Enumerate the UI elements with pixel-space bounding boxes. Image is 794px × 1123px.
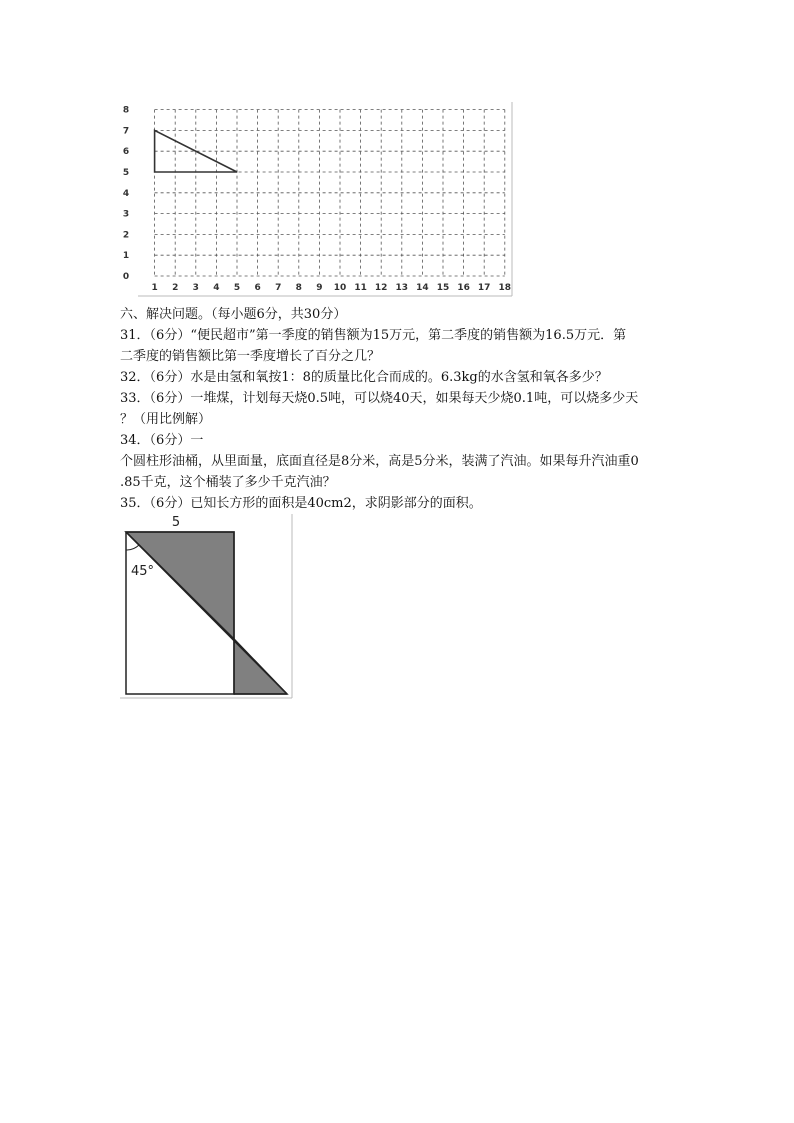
question-33-line-1: 33．（6分）一堆煤，计划每天烧0.5吨，可以烧40天，如果每天少烧0.1吨，可以烧多少天 <box>120 391 639 406</box>
y-tick-label: 0 <box>122 272 130 282</box>
question-35 <box>120 493 680 514</box>
section-title-text: 六、解决问题。（每小题6分，共30分） <box>120 307 347 322</box>
question-31 <box>120 325 680 367</box>
question-31-line-1: 31．（6分）“便民超市”第一季度的销售额为15万元，第二季度的销售额为16.5万元．第 <box>120 328 627 343</box>
question-35-line-1: 35．（6分）已知长方形的面积是40cm2，求阴影部分的面积。 <box>120 496 482 511</box>
coordinate-grid-figure <box>118 100 514 300</box>
question-34-line-3: .85千克，这个桶装了多少千克汽油？ <box>120 475 336 490</box>
top-length-label: 5 <box>171 515 181 530</box>
y-tick-label: 2 <box>122 230 130 241</box>
x-tick-label: 10 <box>333 283 347 293</box>
question-33 <box>120 388 680 430</box>
grid-ticks <box>123 106 511 293</box>
x-tick-label: 7 <box>275 283 282 293</box>
x-tick-label: 15 <box>436 283 450 293</box>
question-34-line-1: 34．（6分）一 <box>120 433 204 448</box>
x-tick-label: 1 <box>151 283 158 293</box>
angle-arc <box>126 545 139 550</box>
shaded-area-svg <box>118 512 294 700</box>
x-tick-label: 11 <box>354 283 367 293</box>
y-tick-label: 4 <box>122 188 130 199</box>
y-tick-label: 6 <box>122 147 130 158</box>
question-34-line-2: 个圆柱形油桶，从里面量，底面直径是8分米，高是5分米，装满了汽油。如果每升汽油重0 <box>120 454 639 469</box>
x-tick-label: 16 <box>457 283 470 293</box>
y-tick-label: 1 <box>122 251 130 262</box>
y-tick-label: 3 <box>122 209 130 220</box>
y-tick-label: 8 <box>122 105 130 116</box>
shaded-area-figure <box>118 512 294 700</box>
coordinate-grid-svg <box>118 100 514 300</box>
question-34 <box>120 430 680 493</box>
angle-label: 45° <box>131 564 155 579</box>
x-tick-label: 18 <box>498 283 512 293</box>
x-tick-label: 9 <box>316 283 323 293</box>
grid-lines <box>155 110 505 276</box>
question-31-line-2: 二季度的销售额比第一季度增长了百分之几？ <box>120 349 381 364</box>
x-tick-label: 4 <box>213 283 220 293</box>
x-tick-label: 6 <box>254 283 261 293</box>
x-tick-label: 5 <box>233 283 241 293</box>
question-32 <box>120 367 680 388</box>
question-32-line-1: 32．（6分）水是由氢和氧按1：8的质量比化合而成的。6.3kg的水含氢和氧各多少？ <box>120 370 608 385</box>
question-33-line-2: ？（用比例解） <box>120 412 212 427</box>
x-tick-label: 8 <box>295 283 302 293</box>
x-tick-label: 13 <box>395 283 409 293</box>
y-tick-label: 7 <box>122 126 130 137</box>
x-tick-label: 2 <box>172 283 179 293</box>
x-tick-label: 17 <box>477 283 491 293</box>
section-title <box>120 304 680 325</box>
y-tick-label: 5 <box>122 168 130 178</box>
x-tick-label: 12 <box>374 283 388 293</box>
x-tick-label: 3 <box>192 283 199 293</box>
x-tick-label: 14 <box>416 283 429 293</box>
